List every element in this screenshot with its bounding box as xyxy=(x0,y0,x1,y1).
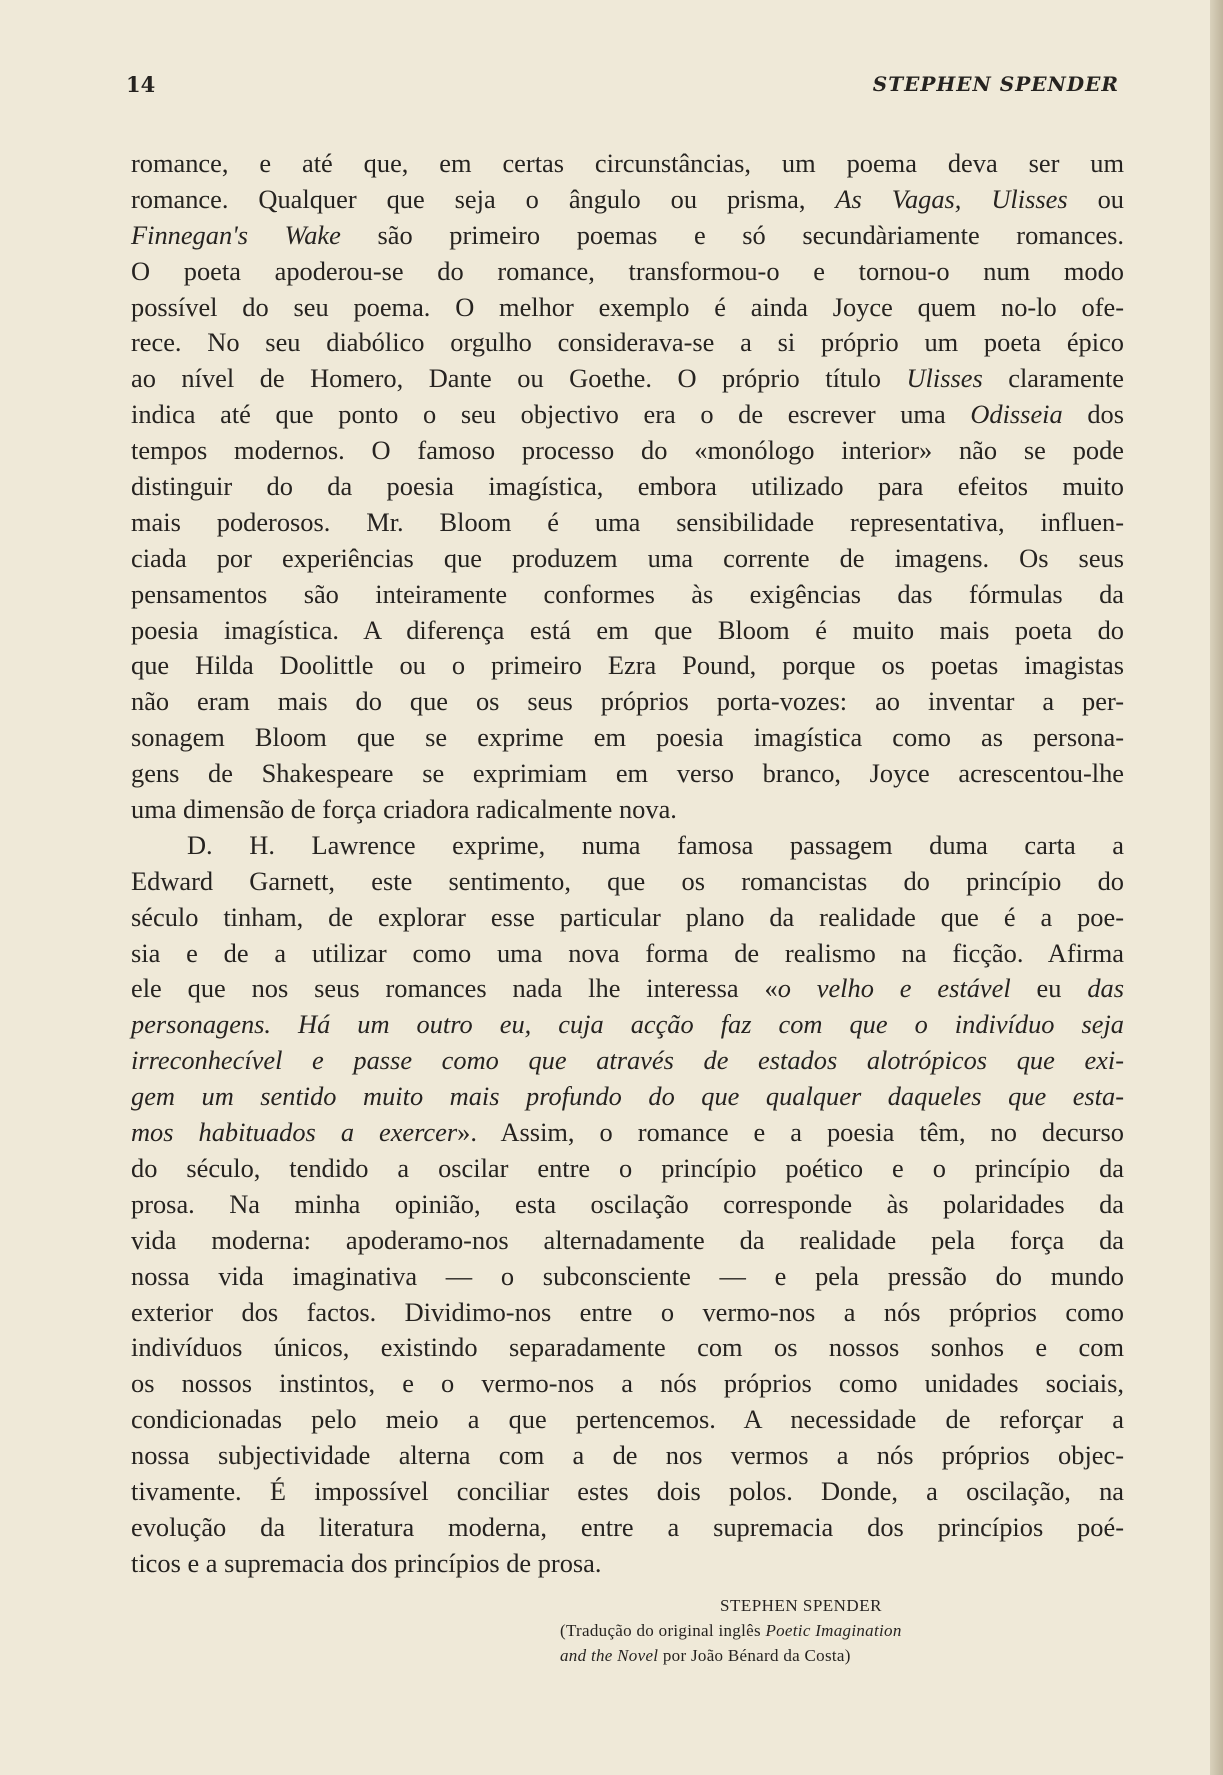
text-line: sonagem Bloom que se exprime em poesia imagística como as persona- xyxy=(131,722,1124,753)
text-line: exterior dos factos. Dividimo-nos entre o vermo-nos a nós próprios como xyxy=(131,1296,1124,1327)
page-header xyxy=(126,72,1119,102)
body-text xyxy=(131,146,1124,1582)
text-line: romance, e até que, em certas circunstâncias, um poema deva ser um xyxy=(131,148,1124,178)
text-line: nossa vida imaginativa — o subconsciente — e pela pressão do mundo xyxy=(131,1260,1124,1291)
page-number: 14 xyxy=(126,72,156,97)
text-line: tivamente. É impossível conciliar estes dois polos. Donde, a oscilação, na xyxy=(131,1475,1124,1506)
text-line: mos habituados a exercer». Assim, o romance e a poesia têm, no decurso xyxy=(131,1117,1124,1148)
text-line: ele que nos seus romances nada lhe interessa «o velho e estável eu das xyxy=(131,973,1124,1004)
signature-block xyxy=(560,1593,1080,1668)
author-signature: STEPHEN SPENDER xyxy=(720,1596,882,1615)
text-line: Edward Garnett, este sentimento, que os romancistas do princípio do xyxy=(131,865,1124,896)
translation-note-line-1: (Tradução do original inglês Poetic Imagination xyxy=(560,1621,902,1640)
page-edge xyxy=(1210,0,1223,1775)
text-line: ticos e a supremacia dos princípios de prosa. xyxy=(131,1547,602,1578)
text-line: evolução da literatura moderna, entre a supremacia dos princípios poé- xyxy=(131,1511,1124,1542)
text-line: prosa. Na minha opinião, esta oscilação corresponde às polaridades da xyxy=(131,1188,1124,1219)
text-line: que Hilda Doolittle ou o primeiro Ezra Pound, porque os poetas imagistas xyxy=(131,650,1124,681)
text-line: D. H. Lawrence exprime, numa famosa passagem duma carta a xyxy=(187,829,1124,860)
text-line: indivíduos únicos, existindo separadamente com os nossos sonhos e com xyxy=(131,1332,1124,1363)
text-line: tempos modernos. O famoso processo do «monólogo interior» não se pode xyxy=(131,435,1124,466)
text-line: possível do seu poema. O melhor exemplo é ainda Joyce quem no-lo ofe- xyxy=(131,291,1124,322)
text-line: personagens. Há um outro eu, cuja acção faz com que o indivíduo seja xyxy=(131,1009,1124,1040)
text-line: século tinham, de explorar esse particular plano da realidade que é a poe- xyxy=(131,901,1124,932)
text-line: gem um sentido muito mais profundo do que qualquer daqueles que esta- xyxy=(131,1081,1124,1112)
text-line: os nossos instintos, e o vermo-nos a nós próprios como unidades sociais, xyxy=(131,1368,1124,1399)
text-line: mais poderosos. Mr. Bloom é uma sensibilidade representativa, influen- xyxy=(131,506,1124,537)
text-line: nossa subjectividade alterna com a de nos vermos a nós próprios objec- xyxy=(131,1440,1124,1471)
text-line: ciada por experiências que produzem uma corrente de imagens. Os seus xyxy=(131,542,1124,573)
text-line: sia e de a utilizar como uma nova forma de realismo na ficção. Afirma xyxy=(131,937,1124,968)
text-line: romance. Qualquer que seja o ângulo ou prisma, As Vagas, Ulisses ou xyxy=(131,183,1124,214)
text-line: pensamentos são inteiramente conformes às exigências das fórmulas da xyxy=(131,578,1124,609)
text-line: irreconhecível e passe como que através de estados alotrópicos que exi- xyxy=(131,1045,1124,1076)
text-line: Finnegan's Wake são primeiro poemas e só secundàriamente romances. xyxy=(131,219,1124,250)
text-line: poesia imagística. A diferença está em que Bloom é muito mais poeta do xyxy=(131,614,1124,645)
running-head: STEPHEN SPENDER xyxy=(872,72,1119,96)
text-line: uma dimensão de força criadora radicalmente nova. xyxy=(131,794,677,825)
text-line: indica até que ponto o seu objectivo era o de escrever uma Odisseia dos xyxy=(131,399,1124,430)
text-line: condicionadas pelo meio a que pertencemos. A necessidade de reforçar a xyxy=(131,1404,1124,1435)
text-line: não eram mais do que os seus próprios porta-vozes: ao inventar a per- xyxy=(131,686,1124,717)
text-line: ao nível de Homero, Dante ou Goethe. O próprio título Ulisses claramente xyxy=(131,363,1124,394)
text-line: rece. No seu diabólico orgulho considerava-se a si próprio um poeta épico xyxy=(131,327,1124,358)
text-line: vida moderna: apoderamo-nos alternadamente da realidade pela força da xyxy=(131,1224,1124,1255)
translation-note-line-2: and the Novel por João Bénard da Costa) xyxy=(560,1646,851,1665)
text-line: gens de Shakespeare se exprimiam em verso branco, Joyce acrescentou-lhe xyxy=(131,758,1124,789)
text-line: distinguir do da poesia imagística, embora utilizado para efeitos muito xyxy=(131,471,1124,502)
text-line: O poeta apoderou-se do romance, transformou-o e tornou-o num modo xyxy=(131,255,1124,286)
text-line: do século, tendido a oscilar entre o princípio poético e o princípio da xyxy=(131,1152,1124,1183)
